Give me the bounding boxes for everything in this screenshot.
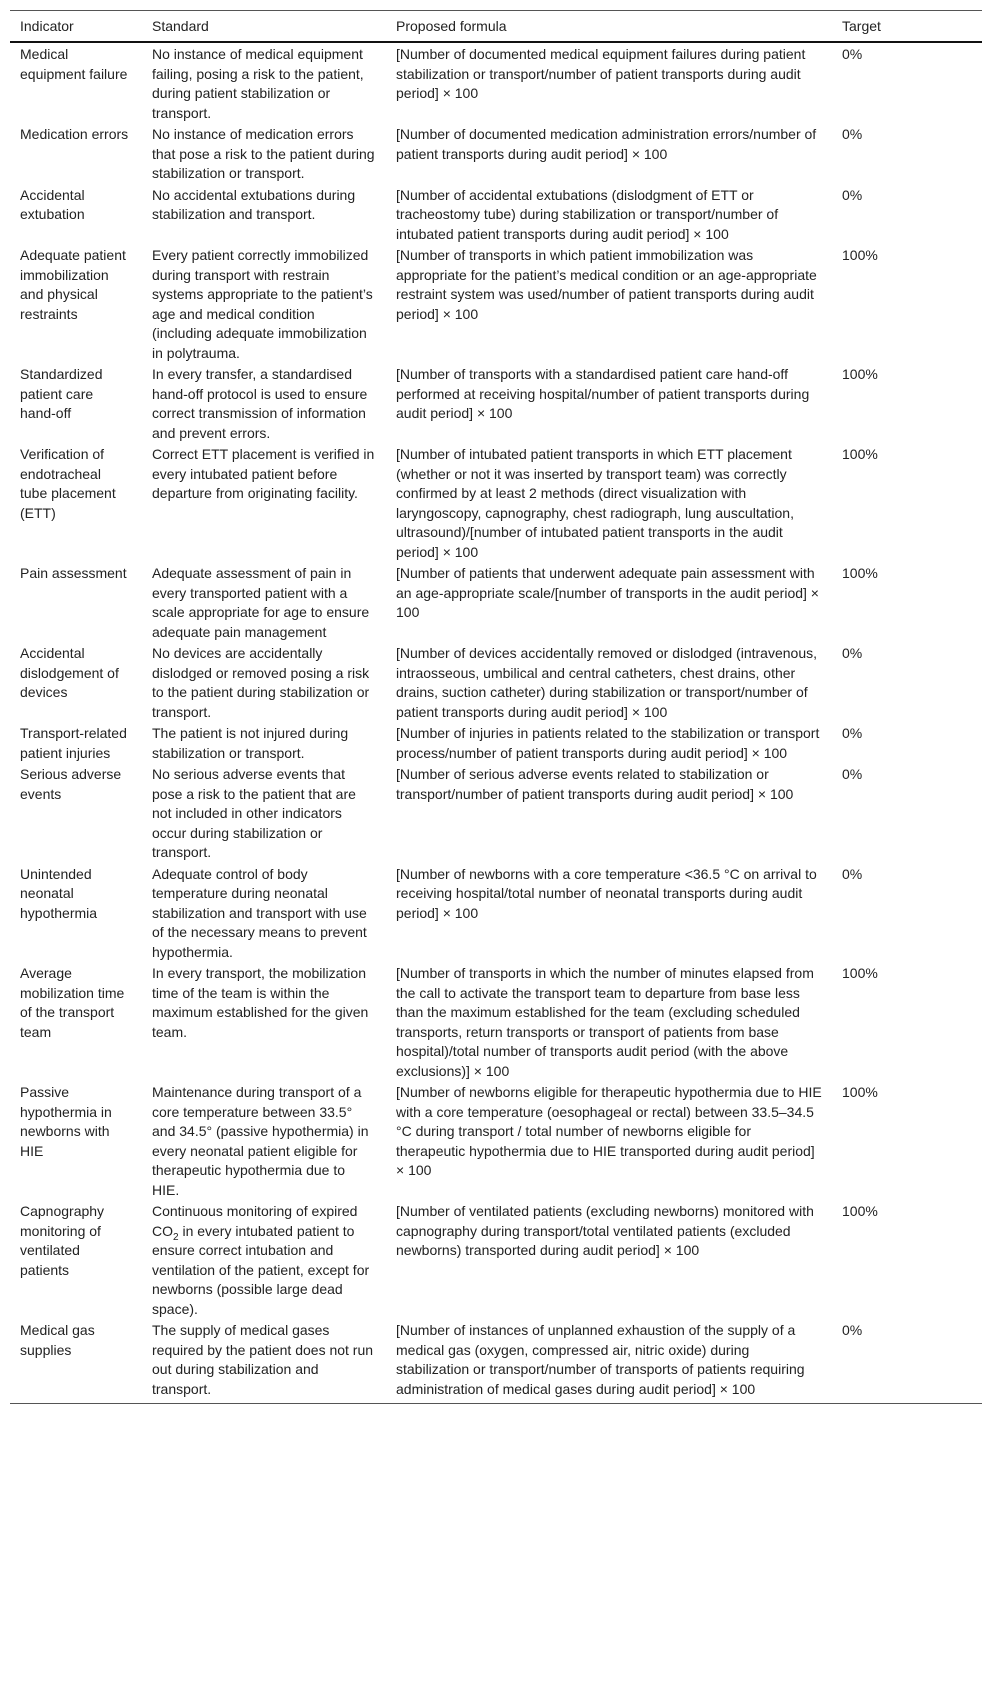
formula-cell: [Number of ventilated patients (excluding newborns) monitored with capnography during transport/total ventilated patients (excluded newborns) transported during audit period] × 100 xyxy=(396,1203,814,1258)
standard-sub-text: 2 xyxy=(173,1231,179,1243)
formula-cell: [Number of newborns with a core temperature <36.5 °C on arrival to receiving hospital/total number of neonatal transports during audit period] × 100 xyxy=(396,865,817,921)
table-row xyxy=(10,184,982,245)
indicator-cell: Transport-related patient injuries xyxy=(20,725,127,761)
indicator-cell: Adequate patient immobilization and physical restraints xyxy=(20,247,126,322)
formula-cell: [Number of instances of unplanned exhaustion of the supply of a medical gas (oxygen, compressed air, nitric oxide) during stabilization or transport/number of transports of patients requiring administration of medical gases during audit period] × 100 xyxy=(396,1322,805,1397)
formula-cell: [Number of documented medication administration errors/number of patient transports during audit period] × 100 xyxy=(396,126,817,162)
standard-cell: Every patient correctly immobilized during transport with restrain systems appropriate to the patient’s age and medical condition (including adequate immobilization in polytrauma. xyxy=(152,247,373,361)
indicator-cell: Passive hypothermia in newborns with HIE xyxy=(20,1084,112,1159)
table-row xyxy=(10,863,982,963)
table-row xyxy=(10,763,982,863)
target-cell: 100% xyxy=(842,1084,878,1100)
target-cell: 100% xyxy=(842,565,878,581)
indicator-cell: Accidental extubation xyxy=(20,186,85,222)
standard-cell: Adequate control of body temperature during neonatal stabilization and transport with use of the necessary means to prevent hypothermia. xyxy=(152,865,367,960)
header-formula: Proposed formula xyxy=(396,18,507,34)
standard-cell: No serious adverse events that pose a risk to the patient that are not included in other indicators occur during stabilization or transport. xyxy=(152,766,356,860)
target-cell: 0% xyxy=(842,725,863,741)
indicator-cell: Verification of endotracheal tube placement (ETT) xyxy=(20,446,116,521)
standard-cell: In every transport, the mobilization time of the team is within the maximum established for the given team. xyxy=(152,965,369,1040)
target-cell: 0% xyxy=(842,865,863,882)
table-row xyxy=(10,1319,982,1404)
standard-cell: No accidental extubations during stabilization and transport. xyxy=(152,186,356,222)
header-standard: Standard xyxy=(152,18,209,34)
standard-cell xyxy=(142,1200,386,1319)
indicator-cell: Unintended neonatal hypothermia xyxy=(20,865,98,921)
target-cell: 0% xyxy=(842,1322,863,1338)
indicator-cell: Average mobilization time of the transport team xyxy=(20,965,125,1040)
indicator-cell: Medical equipment failure xyxy=(20,46,128,82)
quality-indicators-table xyxy=(10,10,982,1404)
formula-cell: [Number of transports in which the number of minutes elapsed from the call to activate the transport team to departure from base less than the maximum established for the team (excluding scheduled transports, return transports or transport of patients from base hospital)/total number of transports audit period (with the above exclusions)] × 100 xyxy=(396,965,814,1079)
target-cell: 100% xyxy=(842,1203,878,1219)
standard-cell: Maintenance during transport of a core temperature between 33.5° and 34.5° (passive hypothermia) in every neonatal patient eligible for therapeutic hypothermia due to HIE. xyxy=(152,1084,369,1198)
table-row xyxy=(10,244,982,363)
formula-cell: [Number of injuries in patients related to the stabilization or transport process/number of patient transports during audit period] × 100 xyxy=(396,725,820,761)
table-row xyxy=(10,962,982,1081)
formula-cell: [Number of devices accidentally removed or dislodged (intravenous, intraosseous, umbilical and central catheters, chest drains, other drains, suction catheter) during stabilization or transport/number of patient transports during audit period] × 100 xyxy=(396,645,817,720)
header-row xyxy=(10,11,982,43)
formula-cell: [Number of patients that underwent adequate pain assessment with an age-appropriate scale/[number of transports in the audit period] × 100 xyxy=(396,565,819,620)
standard-cell: No instance of medication errors that pose a risk to the patient during stabilization or transport. xyxy=(152,126,375,181)
target-cell: 100% xyxy=(842,247,878,263)
indicator-cell: Pain assessment xyxy=(20,565,127,581)
table-row xyxy=(10,42,982,123)
target-cell: 0% xyxy=(842,645,863,661)
table-row xyxy=(10,363,982,443)
standard-cell: No instance of medical equipment failing, posing a risk to the patient, during patient stabilization or transport. xyxy=(152,46,364,121)
formula-cell: [Number of intubated patient transports in which ETT placement (whether or not it was inserted by transport team) was correctly confirmed by at least 2 methods (direct visualization with laryngoscopy, capnography, chest radiograph, lung auscultation, ultrasound)/[number of intubated patient transports in the audit period] × 100 xyxy=(396,446,794,560)
indicator-cell: Capnography monitoring of ventilated patients xyxy=(20,1203,105,1278)
target-cell: 0% xyxy=(842,766,863,782)
standard-cell: Adequate assessment of pain in every transported patient with a scale appropriate for age to ensure adequate pain management xyxy=(152,565,370,640)
target-cell: 100% xyxy=(842,446,878,462)
indicator-cell: Medical gas supplies xyxy=(20,1322,95,1358)
standard-cell: No devices are accidentally dislodged or removed posing a risk to the patient during stabilization or transport. xyxy=(152,645,370,720)
target-cell: 100% xyxy=(842,366,878,382)
indicator-cell: Accidental dislodgement of devices xyxy=(20,645,119,700)
formula-cell: [Number of transports in which patient immobilization was appropriate for the patient’s medical condition or an age-appropriate restraint system was used/number of patient transports during audit period] × 100 xyxy=(396,247,817,322)
standard-cell: In every transfer, a standardised hand-off protocol is used to ensure correct transmission of information and prevent errors. xyxy=(152,366,368,441)
standard-cell: Correct ETT placement is verified in every intubated patient before departure from originating facility. xyxy=(152,446,375,501)
formula-cell: [Number of newborns eligible for therapeutic hypothermia due to HIE with a core temperature (oesophageal or rectal) between 33.5–34.5 °C during transport / total number of newborns eligible for therapeutic hypothermia due to HIE transported during audit period] × 100 xyxy=(396,1084,822,1178)
indicator-cell: Serious adverse events xyxy=(20,766,122,802)
table-row xyxy=(10,562,982,642)
indicator-cell: Medication errors xyxy=(20,126,129,142)
formula-cell: [Number of documented medical equipment failures during patient stabilization or transport/number of patient transports during audit period] × 100 xyxy=(396,46,806,101)
formula-cell: [Number of accidental extubations (dislodgment of ETT or tracheostomy tube) during stabilization or transport/number of intubated patient transports during audit period] × 100 xyxy=(396,186,779,242)
target-cell: 0% xyxy=(842,186,863,203)
table-row xyxy=(10,1081,982,1200)
header-target: Target xyxy=(842,18,881,34)
standard-cell: The supply of medical gases required by the patient does not run out during stabilization and transport. xyxy=(152,1322,374,1397)
table-row xyxy=(10,1200,982,1319)
formula-cell: [Number of serious adverse events related to stabilization or transport/number of patient transports during audit period] × 100 xyxy=(396,766,794,802)
indicator-cell: Standardized patient care hand-off xyxy=(20,366,103,421)
header-indicator: Indicator xyxy=(20,18,74,34)
formula-cell: [Number of transports with a standardised patient care hand-off performed at receiving hospital/number of patient transports during audit period] × 100 xyxy=(396,366,810,421)
standard-cell: The patient is not injured during stabilization or transport. xyxy=(152,725,349,761)
target-cell: 0% xyxy=(842,46,863,62)
table-row xyxy=(10,642,982,722)
table-row xyxy=(10,123,982,184)
table-row xyxy=(10,722,982,763)
standard-text: Continuous monitoring of expired CO xyxy=(152,1203,358,1239)
target-cell: 0% xyxy=(842,126,863,142)
target-cell: 100% xyxy=(842,965,878,981)
standard-after-text: in every intubated patient to ensure correct intubation and ventilation of the patient, except for newborns (possible large dead space). xyxy=(152,1222,370,1317)
table-row xyxy=(10,443,982,562)
